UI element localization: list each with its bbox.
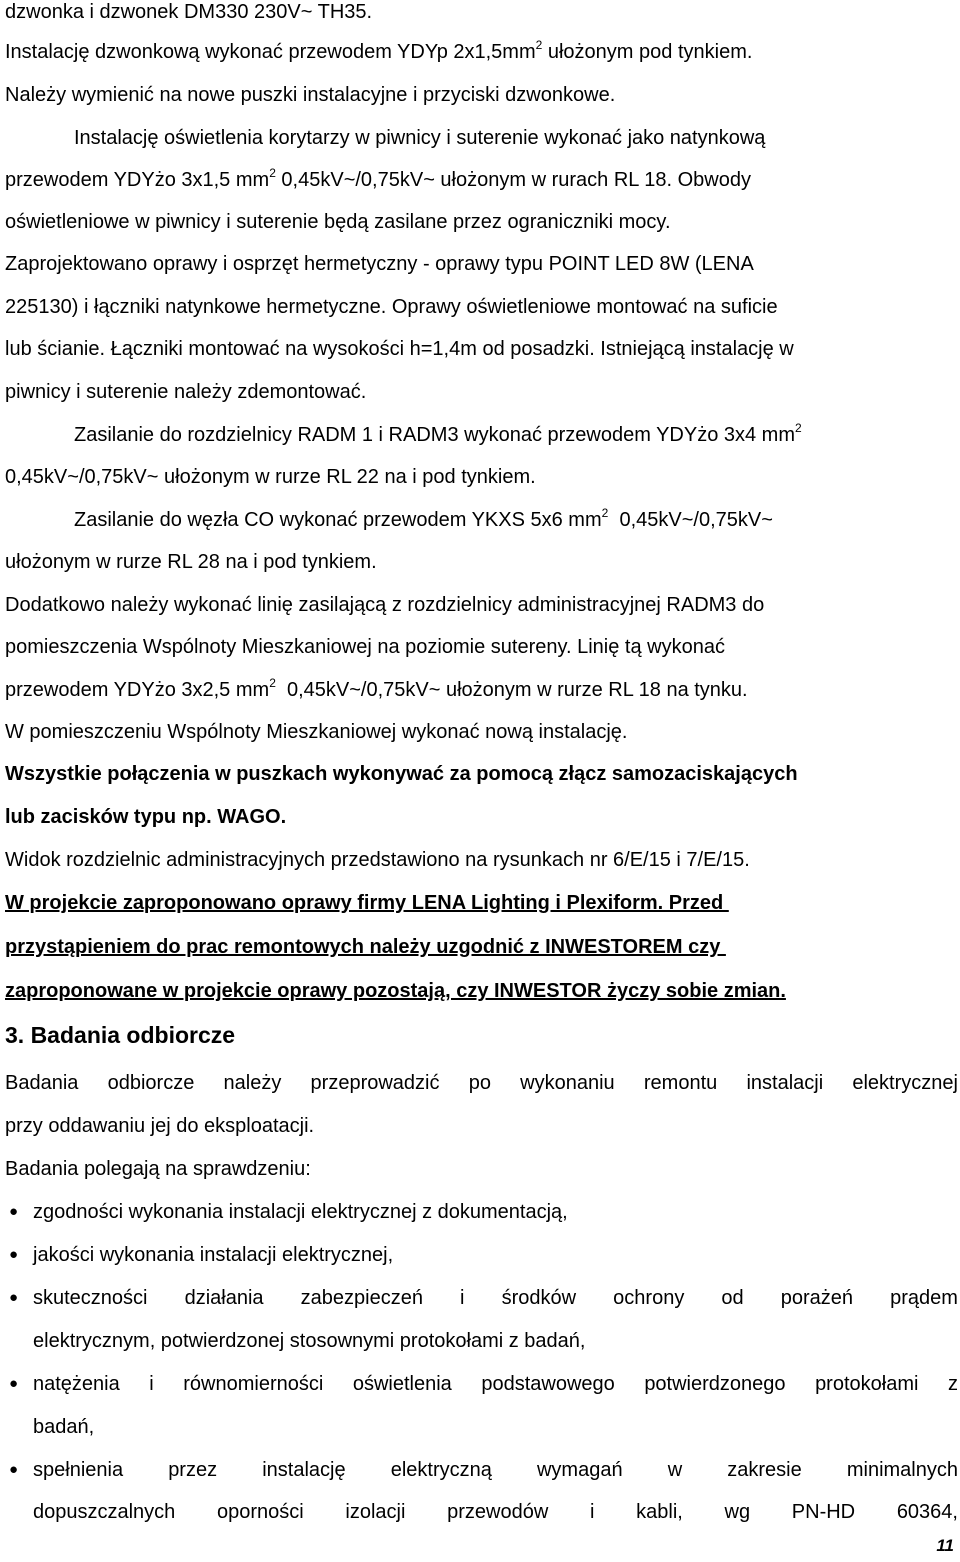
list-item-5-line-2: [33, 1500, 958, 1524]
p5-line-4: W pomieszczeniu Wspólnoty Mieszkaniowej wykonać nową instalację.: [5, 721, 628, 743]
p5-line-1: Dodatkowo należy wykonać linię zasilającą z rozdzielnicy administracyjnej RADM3 do: [5, 594, 765, 616]
word: w: [667, 1459, 683, 1481]
word: prądem: [890, 1287, 958, 1309]
p1-line-2: Instalację dzwonkową wykonać przewodem YDYp $2x1,5mm^2$ ułożonym pod tynkiem.: [5, 38, 753, 63]
word: ochrony: [613, 1287, 685, 1309]
p6-line-2: lub zacisków typu np. WAGO.: [5, 806, 287, 828]
bullet-icon: ●: [9, 1246, 19, 1263]
word: instalacji: [746, 1072, 824, 1094]
word: natężenia: [33, 1373, 120, 1395]
list-item-3-line-2: elektrycznym, potwierdzonej stosownymi protokołami z badań,: [33, 1330, 586, 1352]
word: spełnienia: [33, 1459, 124, 1481]
word: i: [589, 1501, 595, 1523]
word: Badania: [5, 1072, 79, 1094]
word: wg: [724, 1501, 751, 1523]
word: protokołami: [815, 1373, 919, 1395]
list-item-4-line-1: [33, 1372, 958, 1396]
p2-line-3: oświetleniowe w piwnicy i suterenie będą zasilane przez ograniczniki mocy.: [5, 211, 671, 233]
p2-line-7: piwnicy i suterenie należy zdemontować.: [5, 381, 367, 403]
word: odbiorcze: [107, 1072, 195, 1094]
p5-line-3: przewodem YDYżo 3x2,5 $mm^2$ 0,45kV~/0,75kV~ ułożonym w rurze RL 18 na tynku.: [5, 676, 748, 701]
word: przeprowadzić: [310, 1072, 440, 1094]
word: z: [947, 1373, 958, 1395]
p1-line-1: dzwonka i dzwonek DM330 230V~ TH35.: [5, 1, 373, 23]
word: oświetlenia: [352, 1373, 452, 1395]
word: od: [721, 1287, 744, 1309]
word: przez: [168, 1459, 218, 1481]
intro-line-2: przy oddawaniu jej do eksploatacji.: [5, 1115, 315, 1137]
word: środków: [501, 1287, 577, 1309]
word: wymagań: [536, 1459, 623, 1481]
word: skuteczności: [33, 1287, 148, 1309]
list-item-2: jakości wykonania instalacji elektrycznej,: [33, 1244, 394, 1266]
word: zakresie: [727, 1459, 802, 1481]
word: porażeń: [780, 1287, 854, 1309]
word: 60364,: [896, 1501, 958, 1523]
word: elektryczną: [390, 1459, 492, 1481]
section-heading: 3. Badania odbiorcze: [5, 1022, 236, 1048]
word: remontu: [643, 1072, 718, 1094]
word: zabezpieczeń: [300, 1287, 423, 1309]
list-item-3-line-1: [33, 1286, 958, 1310]
p4-line-2: ułożonym w rurze RL 28 na i pod tynkiem.: [5, 551, 377, 573]
intro-line-1: [5, 1071, 958, 1095]
list-item-4-line-2: badań,: [33, 1416, 95, 1438]
p1-line-3: Należy wymienić na nowe puszki instalacyjne i przyciski dzwonkowe.: [5, 84, 616, 106]
p2-line-1: Instalację oświetlenia korytarzy w piwnicy i suterenie wykonać jako natynkową: [74, 127, 766, 149]
word: minimalnych: [846, 1459, 958, 1481]
bullet-icon: ●: [9, 1461, 19, 1478]
p3-line-1: Zasilanie do rozdzielnicy RADM 1 i RADM3 wykonać przewodem YDYżo 3x4 $mm^2$: [74, 421, 802, 446]
word: po: [468, 1072, 491, 1094]
word: równomierności: [183, 1373, 324, 1395]
word: należy: [223, 1072, 282, 1094]
p3-line-2: 0,45kV~/0,75kV~ ułożonym w rurze RL 22 na i pod tynkiem.: [5, 466, 536, 488]
word: oporności: [217, 1501, 304, 1523]
list-lead: Badania polegają na sprawdzeniu:: [5, 1158, 311, 1180]
word: działania: [184, 1287, 264, 1309]
word: i: [149, 1373, 154, 1395]
word: podstawowego: [481, 1373, 615, 1395]
bullet-icon: ●: [9, 1289, 19, 1306]
word: PN-HD: [791, 1501, 856, 1523]
word: i: [460, 1287, 465, 1309]
page-number: 11: [936, 1536, 954, 1555]
word: wykonaniu: [520, 1072, 615, 1094]
p4-line-1: Zasilanie do węzła CO wykonać przewodem YKXS 5x6 $mm^2$ 0,45kV~/0,75kV~: [74, 506, 773, 531]
word: przewodów: [447, 1501, 549, 1523]
p2-line-2: przewodem YDYżo 3x1,5 $mm^2$ 0,45kV~/0,75kV~ ułożonym w rurach RL 18. Obwody: [5, 166, 751, 191]
word: potwierdzonego: [644, 1373, 786, 1395]
p7-line-1: Widok rozdzielnic administracyjnych przedstawiono na rysunkach nr 6/E/15 i 7/E/15.: [5, 849, 750, 871]
p2-line-4: Zaprojektowano oprawy i osprzęt hermetyczny - oprawy typu POINT LED 8W (LENA: [5, 253, 754, 275]
p2-line-6: lub ścianie. Łączniki montować na wysokości h=1,4m od posadzki. Istniejącą instalację w: [5, 338, 794, 360]
p8-line-3: zaproponowane w projekcie oprawy pozostają, czy INWESTOR życzy sobie zmian.: [5, 980, 786, 1002]
word: kabli,: [636, 1501, 683, 1523]
bullet-icon: ●: [9, 1203, 19, 1220]
p8-line-1: W projekcie zaproponowano oprawy firmy LENA Lighting i Plexiform. Przed: [5, 892, 729, 914]
list-item-1: zgodności wykonania instalacji elektrycznej z dokumentacją,: [33, 1201, 568, 1223]
p2-line-5: 225130) i łączniki natynkowe hermetyczne. Oprawy oświetleniowe montować na suficie: [5, 296, 778, 318]
p8-line-2: przystąpieniem do prac remontowych należy uzgodnić z INWESTOREM czy: [5, 936, 726, 958]
p6-line-1: Wszystkie połączenia w puszkach wykonywać za pomocą złącz samozaciskających: [5, 763, 798, 785]
word: elektrycznej: [852, 1072, 958, 1094]
word: instalację: [262, 1459, 346, 1481]
bullet-icon: ●: [9, 1375, 19, 1392]
word: izolacji: [345, 1501, 406, 1523]
word: dopuszczalnych: [33, 1501, 176, 1523]
p5-line-2: pomieszczenia Wspólnoty Mieszkaniowej na poziomie sutereny. Linię tą wykonać: [5, 636, 725, 658]
list-item-5-line-1: [33, 1458, 958, 1482]
